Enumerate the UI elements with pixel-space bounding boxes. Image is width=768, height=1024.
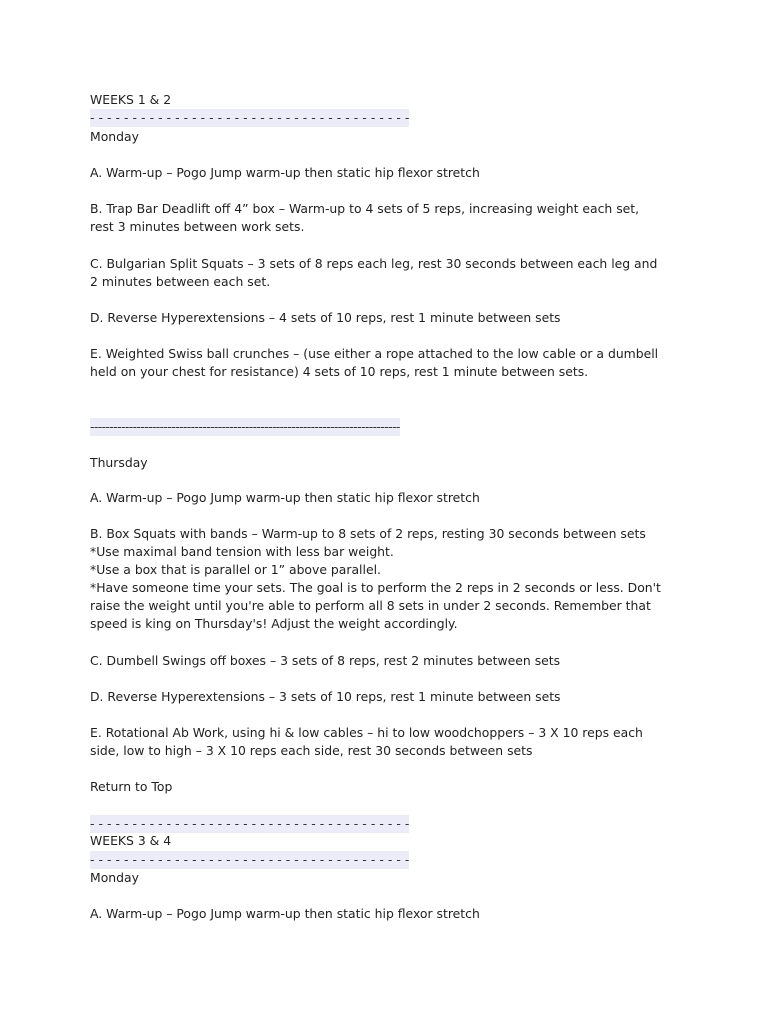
long-separator: -------------------------------------------------------------------------------- — [90, 419, 400, 434]
monday-item-a: A. Warm-up – Pogo Jump warm-up then static hip flexor stretch — [90, 165, 480, 180]
thursday-item-b-line5: raise the weight until you're able to perform all 8 sets in under 2 seconds. Remember that — [90, 598, 651, 613]
monday-item-d: D. Reverse Hyperextensions – 4 sets of 10 reps, rest 1 minute between sets — [90, 310, 561, 325]
section-separator: - - - - - - - - - - - - - - - - - - - - - - - - - - - - - - - - - - - - - - — [90, 816, 410, 831]
thursday-item-e-line1: E. Rotational Ab Work, using hi & low cables – hi to low woodchoppers – 3 X 10 reps each — [90, 725, 643, 740]
monday-item-b-line1: B. Trap Bar Deadlift off 4” box – Warm-up to 4 sets of 5 reps, increasing weight each set, — [90, 201, 640, 216]
monday-item-e-line1: E. Weighted Swiss ball crunches – (use either a rope attached to the low cable or a dumbell — [90, 346, 659, 361]
thursday-item-d: D. Reverse Hyperextensions – 3 sets of 10 reps, rest 1 minute between sets — [90, 689, 561, 704]
day-heading-thursday: Thursday — [90, 455, 148, 470]
monday-item-b-line2: rest 3 minutes between work sets. — [90, 219, 305, 234]
day-heading-monday: Monday — [90, 870, 139, 885]
thursday-item-a: A. Warm-up – Pogo Jump warm-up then static hip flexor stretch — [90, 490, 480, 505]
thursday-item-b-line6: speed is king on Thursday's! Adjust the weight accordingly. — [90, 616, 458, 631]
section-separator: - - - - - - - - - - - - - - - - - - - - - - - - - - - - - - - - - - - - - - — [90, 852, 410, 867]
weeks-1-2-heading: WEEKS 1 & 2 — [90, 92, 172, 107]
thursday-item-b-line3: *Use a box that is parallel or 1” above parallel. — [90, 562, 381, 577]
return-to-top-link[interactable]: Return to Top — [90, 779, 173, 794]
day-heading-monday: Monday — [90, 129, 139, 144]
monday-item-e-line2: held on your chest for resistance) 4 sets of 10 reps, rest 1 minute between sets. — [90, 364, 589, 379]
thursday-item-b-line1: B. Box Squats with bands – Warm-up to 8 sets of 2 reps, resting 30 seconds between sets — [90, 526, 646, 541]
thursday-item-b-line2: *Use maximal band tension with less bar weight. — [90, 544, 394, 559]
weeks-3-4-heading: WEEKS 3 & 4 — [90, 833, 172, 848]
thursday-item-e-line2: side, low to high – 3 X 10 reps each side, rest 30 seconds between sets — [90, 743, 533, 758]
thursday-item-b-line4: *Have someone time your sets. The goal is to perform the 2 reps in 2 seconds or less. Don't — [90, 580, 661, 595]
monday-item-c-line1: C. Bulgarian Split Squats – 3 sets of 8 reps each leg, rest 30 seconds between each leg and — [90, 256, 658, 271]
monday-week3-item-a: A. Warm-up – Pogo Jump warm-up then static hip flexor stretch — [90, 906, 480, 921]
section-separator: - - - - - - - - - - - - - - - - - - - - - - - - - - - - - - - - - - - - - - — [90, 110, 410, 125]
thursday-item-c: C. Dumbell Swings off boxes – 3 sets of 8 reps, rest 2 minutes between sets — [90, 653, 561, 668]
monday-item-c-line2: 2 minutes between each set. — [90, 274, 271, 289]
